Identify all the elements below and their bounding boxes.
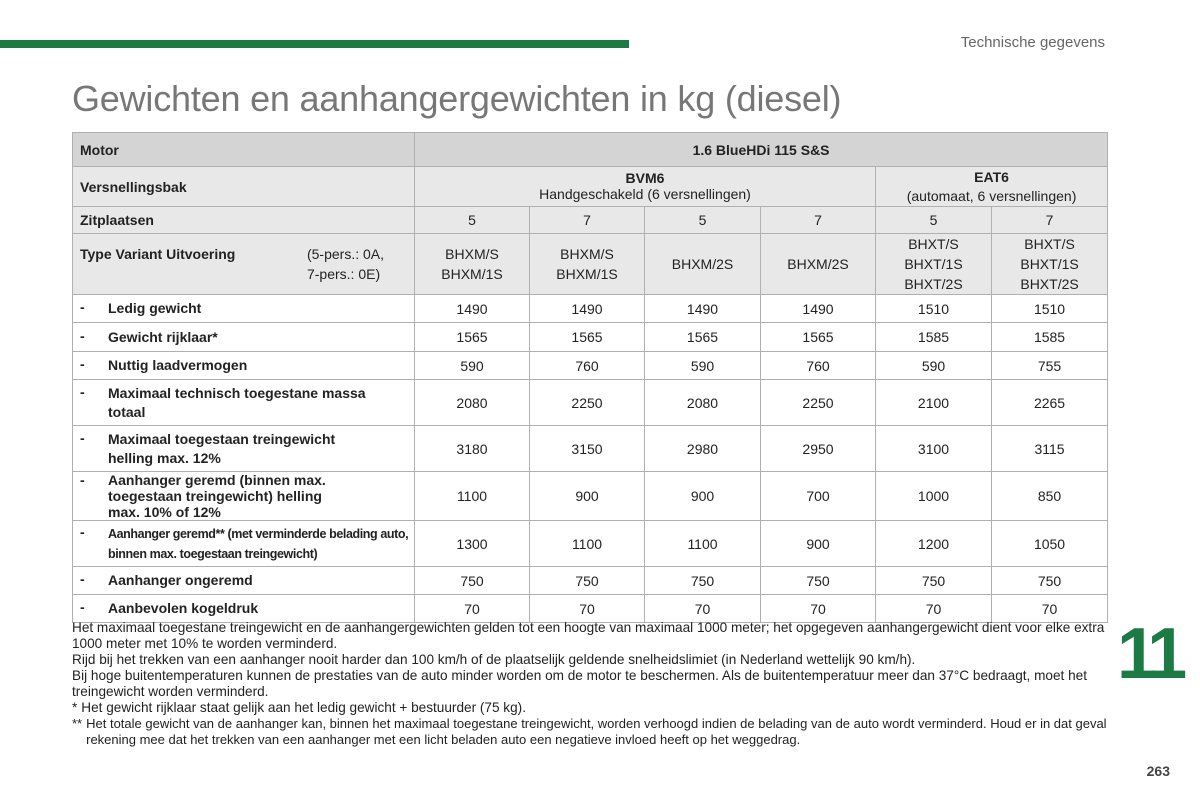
table-cell: 70 xyxy=(645,595,761,623)
bullet-dash: - xyxy=(80,299,85,315)
row-label: Gewicht rijklaar* xyxy=(108,328,218,345)
type-code: BHXT/1S xyxy=(904,256,963,272)
table-cell: 750 xyxy=(761,567,876,595)
footnote-mark: * xyxy=(72,700,78,715)
table-cell: 1100 xyxy=(530,521,645,567)
motor-label: Motor xyxy=(73,133,415,167)
table-cell: 1100 xyxy=(645,521,761,567)
row-label: Aanbevolen kogeldruk xyxy=(108,600,259,616)
table-cell: 760 xyxy=(530,352,645,380)
gearbox-label: Versnellingsbak xyxy=(73,167,415,207)
section-label: Technische gegevens xyxy=(960,34,1105,51)
table-cell: 850 xyxy=(992,472,1108,521)
note-paragraph: Bij hoge buitentemperaturen kunnen de prestaties van de auto minder worden om de motor te beschermen. Als de buitentemperatuur meer dan 37°C bedraagt, moet het treingewicht worden verminderd. xyxy=(72,668,1088,699)
table-cell: 1490 xyxy=(761,295,876,323)
table-cell: 590 xyxy=(876,352,992,380)
table-cell: 750 xyxy=(415,567,530,595)
table-cell: 750 xyxy=(992,567,1108,595)
row-label: Nuttig laadvermogen xyxy=(108,357,248,373)
type-label-cell xyxy=(73,234,415,295)
table-cell: 3115 xyxy=(992,426,1108,472)
motor-value: 1.6 BlueHDi 115 S&S xyxy=(415,133,1108,167)
type-cell xyxy=(761,234,876,295)
table-cell: 1585 xyxy=(992,323,1108,352)
table-cell: 3180 xyxy=(415,426,530,472)
type-cell xyxy=(645,234,761,295)
note-paragraph: Rijd bij het trekken van een aanhanger nooit harder dan 100 km/h of de plaatselijk geldende snelheidslimiet (in Nederland wettelijk 90 km/h). xyxy=(72,652,916,667)
gearbox-row xyxy=(73,167,1108,207)
type-code: BHXT/1S xyxy=(1020,256,1079,272)
table-row xyxy=(73,521,1108,567)
type-cell xyxy=(992,234,1108,295)
notes xyxy=(72,620,1112,748)
table-cell: 1490 xyxy=(530,295,645,323)
table-cell: 70 xyxy=(992,595,1108,623)
gearbox-auto-cell xyxy=(876,167,1108,207)
gearbox-manual-name: BVM6 xyxy=(625,170,665,186)
bullet-dash: - xyxy=(80,599,85,615)
type-code: BHXM/1S xyxy=(441,266,503,282)
type-cell xyxy=(876,234,992,295)
type-note-line: (5-pers.: 0A, xyxy=(306,246,384,262)
row-label: Aanhanger ongeremd xyxy=(108,572,253,588)
table-cell: 70 xyxy=(530,595,645,623)
bullet-dash: - xyxy=(80,571,85,587)
table-cell: 1490 xyxy=(415,295,530,323)
table-cell: 900 xyxy=(645,472,761,521)
table-row xyxy=(73,426,1108,472)
motor-row xyxy=(73,133,1108,167)
seats-cell: 5 xyxy=(645,207,761,234)
type-code: BHXM/S xyxy=(560,246,614,262)
table-cell: 1565 xyxy=(645,323,761,352)
type-label: Type Variant Uitvoering xyxy=(80,246,236,262)
table-cell: 900 xyxy=(761,521,876,567)
table-cell: 1050 xyxy=(992,521,1108,567)
footnote-mark: ** xyxy=(72,716,83,731)
footnote-text: Het totale gewicht van de aanhanger kan, binnen het maximaal toegestane treingewicht, worden verhoogd indien de belading van de auto wordt verminderd. Houd er in dat geval rekening mee dat het trekken van een aanhanger met een licht beladen auto een negatieve invloed heeft op het weggedrag. xyxy=(86,716,1107,747)
table-cell: 2250 xyxy=(761,380,876,426)
table-row xyxy=(73,323,1108,352)
table-cell: 760 xyxy=(761,352,876,380)
table-row xyxy=(73,567,1108,595)
table-cell: 1565 xyxy=(530,323,645,352)
table-cell: 1565 xyxy=(415,323,530,352)
gearbox-auto-name: EAT6 xyxy=(974,168,1009,185)
footnote xyxy=(72,700,1112,716)
table-cell: 590 xyxy=(645,352,761,380)
bullet-dash: - xyxy=(80,383,85,400)
weights-table xyxy=(72,132,1108,623)
seats-cell: 7 xyxy=(530,207,645,234)
table-cell: 2080 xyxy=(415,380,530,426)
table-row xyxy=(73,295,1108,323)
table-cell: 590 xyxy=(415,352,530,380)
table-cell: 3150 xyxy=(530,426,645,472)
gearbox-manual-cell xyxy=(415,167,876,207)
table-cell: 1510 xyxy=(876,295,992,323)
row-label: Maximaal technisch toegestane massa totaal xyxy=(108,384,366,420)
type-code: BHXM/1S xyxy=(556,266,618,282)
chapter-number: 11 xyxy=(1117,614,1182,694)
bullet-dash: - xyxy=(80,472,85,488)
row-label: Maximaal toegestaan treingewicht helling max. 12% xyxy=(108,430,336,466)
bullet-dash: - xyxy=(80,327,85,344)
table-cell: 700 xyxy=(761,472,876,521)
table-cell: 1565 xyxy=(761,323,876,352)
type-cell xyxy=(530,234,645,295)
seats-cell: 5 xyxy=(415,207,530,234)
table-cell: 750 xyxy=(645,567,761,595)
table-cell: 2950 xyxy=(761,426,876,472)
footnote xyxy=(72,716,1112,748)
table-cell: 1490 xyxy=(645,295,761,323)
row-label: Aanhanger geremd** (met verminderde belading auto, binnen max. toegestaan treingewicht) xyxy=(108,526,409,561)
table-row xyxy=(73,595,1108,623)
type-cell xyxy=(415,234,530,295)
type-code: BHXM/2S xyxy=(671,256,734,272)
type-code: BHXT/S xyxy=(908,236,959,252)
row-label: Aanhanger geremd (binnen max. toegestaan treingewicht) helling max. 10% of 12% xyxy=(108,472,326,520)
table-cell: 2980 xyxy=(645,426,761,472)
row-label: Ledig gewicht xyxy=(108,300,202,316)
bullet-dash: - xyxy=(80,523,85,540)
table-cell: 2265 xyxy=(992,380,1108,426)
type-code: BHXT/2S xyxy=(904,276,963,292)
bullet-dash: - xyxy=(80,429,85,446)
type-code: BHXT/2S xyxy=(1020,276,1079,292)
table-cell: 750 xyxy=(876,567,992,595)
table-row xyxy=(73,472,1108,521)
table-cell: 1200 xyxy=(876,521,992,567)
table-cell: 2250 xyxy=(530,380,645,426)
gearbox-manual-desc: Handgeschakeld (6 versnellingen) xyxy=(539,186,751,202)
table-cell: 755 xyxy=(992,352,1108,380)
type-note xyxy=(307,244,384,284)
table-cell: 2080 xyxy=(645,380,761,426)
table-cell: 2100 xyxy=(876,380,992,426)
table-row xyxy=(73,352,1108,380)
table-cell: 1510 xyxy=(992,295,1108,323)
table-cell: 70 xyxy=(761,595,876,623)
seats-cell: 7 xyxy=(992,207,1108,234)
table-cell: 70 xyxy=(876,595,992,623)
table-cell: 1000 xyxy=(876,472,992,521)
top-accent-bar xyxy=(0,40,629,48)
type-code: BHXT/S xyxy=(1024,236,1075,252)
page-number: 263 xyxy=(1146,763,1170,779)
seats-cell: 7 xyxy=(761,207,876,234)
table-cell: 1300 xyxy=(415,521,530,567)
gearbox-auto-desc: (automaat, 6 versnellingen) xyxy=(906,187,1077,204)
table-row xyxy=(73,380,1108,426)
seats-label: Zitplaatsen xyxy=(73,207,415,234)
table-cell: 900 xyxy=(530,472,645,521)
table-cell: 3100 xyxy=(876,426,992,472)
page-title: Gewichten en aanhangergewichten in kg (diesel) xyxy=(72,78,842,119)
footnote-text: Het gewicht rijklaar staat gelijk aan het ledig gewicht + bestuurder (75 kg). xyxy=(81,700,526,715)
table-cell: 750 xyxy=(530,567,645,595)
type-code: BHXM/S xyxy=(445,246,499,262)
table-cell: 70 xyxy=(415,595,530,623)
type-code: BHXM/2S xyxy=(787,256,849,272)
note-paragraph: Het maximaal toegestane treingewicht en de aanhangergewichten gelden tot een hoogte van maximaal 1000 meter; het opgegeven aanhangergewicht dient voor elke extra 1000 meter met 10% te worden verminderd. xyxy=(72,620,1105,651)
table-cell: 1585 xyxy=(876,323,992,352)
bullet-dash: - xyxy=(80,356,85,372)
table-cell: 1100 xyxy=(415,472,530,521)
type-note-line: 7-pers.: 0E) xyxy=(306,266,381,282)
seats-cell: 5 xyxy=(876,207,992,234)
seats-row xyxy=(73,207,1108,234)
type-row xyxy=(73,234,1108,295)
